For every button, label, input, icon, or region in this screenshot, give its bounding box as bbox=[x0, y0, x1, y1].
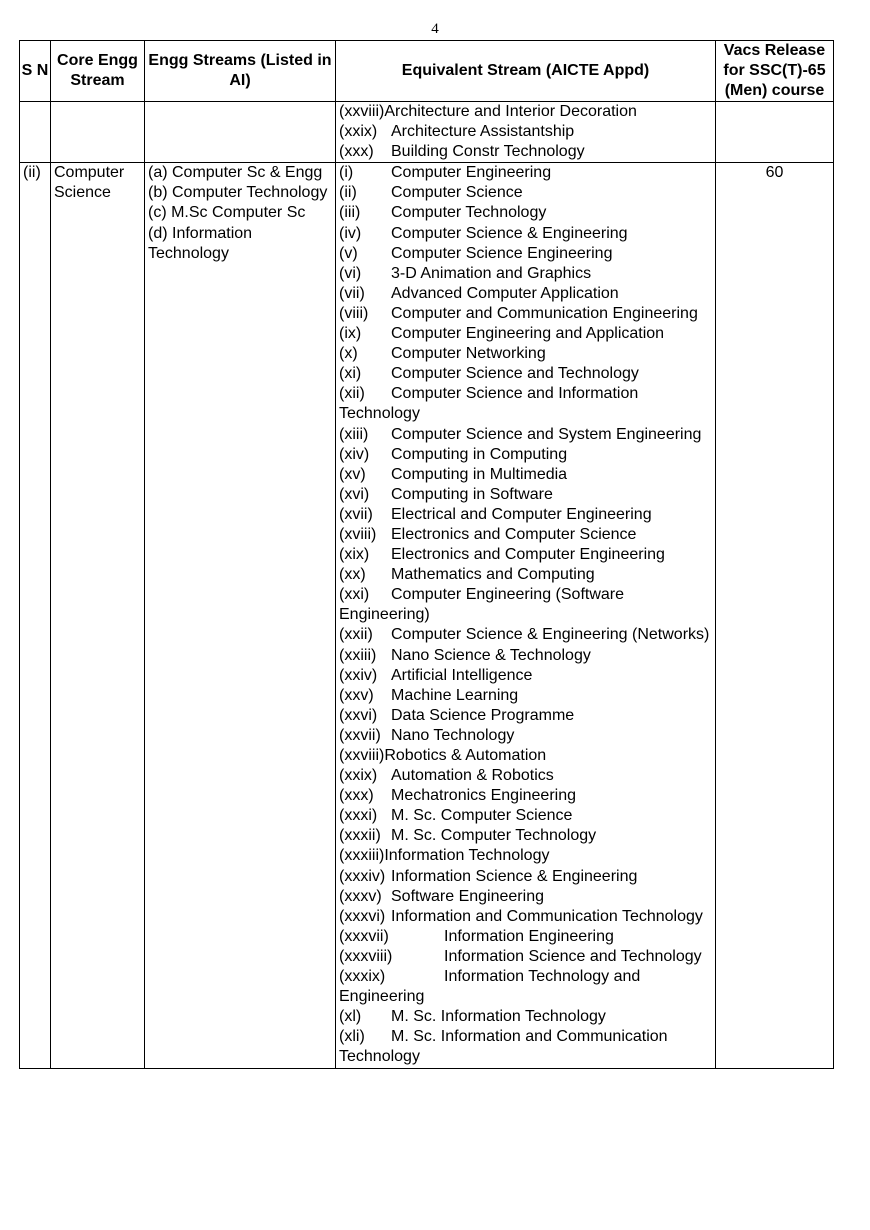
item-text: Computer Engineering and Application bbox=[391, 325, 665, 343]
engg-stream-item: (c) M.Sc Computer Sc bbox=[148, 204, 306, 222]
equivalent-stream-item bbox=[339, 826, 712, 846]
item-text: Mechatronics Engineering bbox=[391, 787, 576, 805]
item-number: (xxviii) bbox=[339, 747, 385, 764]
engg-stream-item: (b) Computer Technology bbox=[148, 184, 328, 202]
item-text: Mathematics and Computing bbox=[391, 566, 595, 584]
engg-stream-item: (a) Computer Sc & Engg bbox=[148, 164, 323, 182]
item-number: (xxxi) bbox=[339, 807, 378, 825]
item-number: (ix) bbox=[339, 325, 362, 343]
item-text: Machine Learning bbox=[391, 686, 519, 704]
item-number: (xxxvi) bbox=[339, 907, 386, 925]
item-text: Information Engineering bbox=[444, 927, 614, 945]
item-number: (xxiv) bbox=[339, 666, 378, 684]
item-number: (xxxviii) bbox=[339, 947, 393, 965]
cell-vacs: 60 bbox=[716, 163, 834, 1068]
equivalent-stream-item bbox=[339, 324, 712, 344]
item-text: Computer Science and Information Technology bbox=[339, 385, 639, 423]
equivalent-stream-item bbox=[339, 706, 712, 726]
equivalent-stream-item bbox=[339, 304, 712, 324]
item-text: Automation & Robotics bbox=[391, 767, 554, 785]
equivalent-stream-item bbox=[339, 746, 712, 766]
item-text: Computer Science and Technology bbox=[391, 365, 639, 383]
header-sn: S N bbox=[20, 41, 51, 102]
item-number: (x) bbox=[339, 345, 358, 363]
item-number: (xix) bbox=[339, 546, 370, 564]
item-number: (viii) bbox=[339, 304, 369, 322]
equivalent-stream-item bbox=[339, 907, 712, 927]
header-equivalent-stream: Equivalent Stream (AICTE Appd) bbox=[336, 41, 716, 102]
item-text: Electronics and Computer Science bbox=[391, 525, 637, 543]
engg-stream-item: (d) Information Technology bbox=[148, 224, 253, 262]
item-text: M. Sc. Computer Science bbox=[391, 807, 573, 825]
equivalent-stream-item bbox=[339, 163, 712, 183]
item-text: Computer Engineering bbox=[391, 164, 552, 182]
item-number: (iv) bbox=[339, 224, 362, 242]
item-number: (i) bbox=[339, 164, 354, 182]
equivalent-stream-item bbox=[339, 425, 712, 445]
equivalent-stream-item bbox=[339, 887, 712, 907]
item-text: Nano Science & Technology bbox=[391, 646, 591, 664]
item-text: Data Science Programme bbox=[391, 706, 575, 724]
equivalent-stream-item bbox=[339, 183, 712, 203]
item-number: (xxii) bbox=[339, 626, 373, 644]
item-number: (xxxv) bbox=[339, 887, 382, 905]
item-text: Electronics and Computer Engineering bbox=[391, 546, 665, 564]
item-text: Advanced Computer Application bbox=[391, 284, 619, 302]
item-text: Computer and Communication Engineering bbox=[391, 304, 698, 322]
equivalent-stream-item bbox=[339, 646, 712, 666]
item-number: (xxxix) bbox=[339, 968, 386, 986]
item-number: (xxvi) bbox=[339, 706, 378, 724]
item-text: Architecture Assistantship bbox=[391, 123, 575, 141]
table-row bbox=[20, 163, 834, 1068]
item-number: (xxxiv) bbox=[339, 867, 386, 885]
item-text: 3-D Animation and Graphics bbox=[391, 264, 592, 282]
equivalent-stream-item bbox=[339, 927, 712, 947]
cell-core-stream bbox=[51, 102, 145, 163]
stream-table bbox=[19, 40, 834, 1069]
page-number: 4 bbox=[431, 21, 439, 37]
item-text: Artificial Intelligence bbox=[391, 666, 533, 684]
cell-equivalent-streams bbox=[336, 163, 716, 1068]
item-number: (iii) bbox=[339, 204, 361, 222]
item-number: (vi) bbox=[339, 264, 362, 282]
item-text: Computing in Computing bbox=[391, 445, 568, 463]
item-text: Robotics & Automation bbox=[384, 747, 547, 764]
header-core-engg-stream: Core Engg Stream bbox=[51, 41, 145, 102]
cell-engg-streams bbox=[145, 102, 336, 163]
item-text: Nano Technology bbox=[391, 726, 515, 744]
item-number: (xxvii) bbox=[339, 726, 381, 744]
equivalent-stream-item bbox=[339, 364, 712, 384]
item-text: Information Science & Engineering bbox=[391, 867, 638, 885]
equivalent-stream-item bbox=[339, 766, 712, 786]
header-vacs-release: Vacs Release for SSC(T)-65 (Men) course bbox=[716, 41, 834, 102]
item-text: M. Sc. Computer Technology bbox=[391, 827, 597, 845]
item-number: (xiv) bbox=[339, 445, 370, 463]
equivalent-stream-item bbox=[339, 1027, 712, 1067]
item-number: (ii) bbox=[339, 184, 357, 202]
cell-sn: (ii) bbox=[20, 163, 51, 1068]
table-row bbox=[20, 102, 834, 163]
item-number: (xxxii) bbox=[339, 827, 381, 845]
cell-engg-streams bbox=[145, 163, 336, 1068]
equivalent-stream-item bbox=[339, 967, 712, 1007]
item-text: Computer Science Engineering bbox=[391, 244, 613, 262]
item-number: (xi) bbox=[339, 365, 362, 383]
equivalent-stream-item bbox=[339, 666, 712, 686]
item-text: Information Technology and Engineering bbox=[339, 968, 641, 1006]
equivalent-stream-item bbox=[339, 947, 712, 967]
item-number: (xiii) bbox=[339, 425, 369, 443]
item-number: (xxi) bbox=[339, 586, 370, 604]
item-text: Building Constr Technology bbox=[391, 143, 585, 161]
equivalent-stream-item bbox=[339, 686, 712, 706]
item-number: (xxx) bbox=[339, 787, 374, 805]
item-text: Information Technology bbox=[384, 847, 550, 865]
item-text: Computer Science bbox=[391, 184, 523, 202]
item-text: Computer Engineering (Software Engineering) bbox=[339, 586, 625, 624]
item-text: Information Science and Technology bbox=[444, 947, 702, 965]
item-number: (xxv) bbox=[339, 686, 374, 704]
equivalent-stream-item bbox=[339, 142, 712, 162]
cell-vacs bbox=[716, 102, 834, 163]
item-number: (xxiii) bbox=[339, 646, 377, 664]
cell-core-stream: Computer Science bbox=[51, 163, 145, 1068]
item-number: (xii) bbox=[339, 385, 365, 403]
equivalent-stream-item bbox=[339, 344, 712, 364]
equivalent-stream-item bbox=[339, 625, 712, 645]
equivalent-stream-item bbox=[339, 485, 712, 505]
item-text: Computer Science and System Engineering bbox=[391, 425, 702, 443]
item-text: M. Sc. Information and Communication Technology bbox=[339, 1028, 668, 1066]
item-number: (xv) bbox=[339, 465, 366, 483]
table-header bbox=[20, 41, 834, 102]
item-text: Computing in Multimedia bbox=[391, 465, 568, 483]
equivalent-stream-item bbox=[339, 585, 712, 625]
item-number: (xxxvii) bbox=[339, 927, 389, 945]
item-number: (xxix) bbox=[339, 123, 378, 141]
item-number: (v) bbox=[339, 244, 358, 262]
table-body bbox=[20, 102, 834, 1069]
item-number: (xxviii) bbox=[339, 103, 385, 120]
item-text: Electrical and Computer Engineering bbox=[391, 505, 652, 523]
equivalent-stream-item bbox=[339, 806, 712, 826]
header-engg-streams: Engg Streams (Listed in AI) bbox=[145, 41, 336, 102]
equivalent-stream-item bbox=[339, 545, 712, 565]
equivalent-stream-item bbox=[339, 122, 712, 142]
item-number: (xli) bbox=[339, 1028, 365, 1046]
cell-sn bbox=[20, 102, 51, 163]
item-number: (xxix) bbox=[339, 767, 378, 785]
equivalent-stream-item bbox=[339, 505, 712, 525]
equivalent-stream-item bbox=[339, 525, 712, 545]
item-text: M. Sc. Information Technology bbox=[391, 1008, 606, 1026]
equivalent-stream-item bbox=[339, 786, 712, 806]
equivalent-stream-item bbox=[339, 384, 712, 424]
item-number: (vii) bbox=[339, 284, 365, 302]
item-text: Computer Science & Engineering bbox=[391, 224, 628, 242]
equivalent-stream-item bbox=[339, 867, 712, 887]
item-number: (xxxiii) bbox=[339, 847, 385, 865]
item-text: Software Engineering bbox=[391, 887, 544, 905]
equivalent-stream-item bbox=[339, 1007, 712, 1027]
item-text: Architecture and Interior Decoration bbox=[384, 103, 637, 120]
item-text: Computer Technology bbox=[391, 204, 547, 222]
item-number: (xvi) bbox=[339, 485, 370, 503]
equivalent-stream-item bbox=[339, 244, 712, 264]
equivalent-stream-item bbox=[339, 284, 712, 304]
equivalent-stream-item bbox=[339, 465, 712, 485]
equivalent-stream-item bbox=[339, 203, 712, 223]
item-number: (xxx) bbox=[339, 143, 374, 161]
item-text: Information and Communication Technology bbox=[391, 907, 703, 925]
equivalent-stream-item bbox=[339, 565, 712, 585]
equivalent-stream-item bbox=[339, 726, 712, 746]
equivalent-stream-item bbox=[339, 224, 712, 244]
equivalent-stream-item bbox=[339, 102, 712, 122]
item-number: (xl) bbox=[339, 1008, 362, 1026]
equivalent-stream-item bbox=[339, 846, 712, 866]
equivalent-stream-item bbox=[339, 445, 712, 465]
item-number: (xvii) bbox=[339, 505, 373, 523]
cell-equivalent-streams bbox=[336, 102, 716, 163]
equivalent-stream-item bbox=[339, 264, 712, 284]
item-number: (xx) bbox=[339, 566, 366, 584]
item-text: Computer Networking bbox=[391, 345, 546, 363]
item-text: Computing in Software bbox=[391, 485, 553, 503]
item-number: (xviii) bbox=[339, 525, 377, 543]
item-text: Computer Science & Engineering (Networks) bbox=[391, 626, 710, 644]
